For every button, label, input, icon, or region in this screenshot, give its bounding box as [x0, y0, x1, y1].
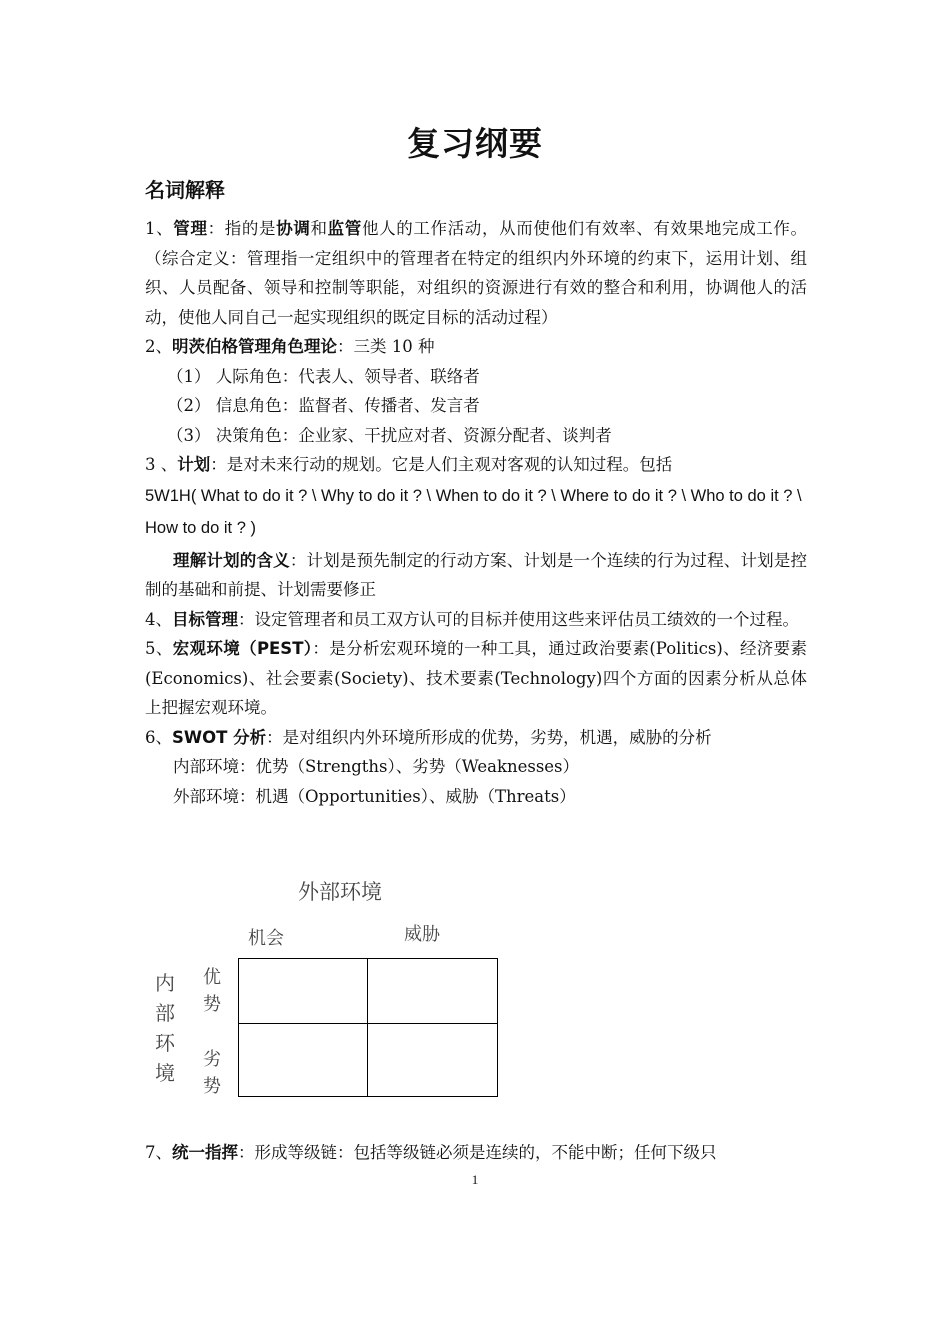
grid-divider — [239, 1023, 497, 1024]
opportunity-label: 机会 — [248, 928, 284, 949]
term: 宏观环境（PEST） — [172, 639, 313, 658]
sub-item: （1） 人际角色：代表人、领导者、联络者 — [167, 366, 480, 386]
planning-meaning: 理解计划的含义：计划是预先制定的行动方案、计划是一个连续的行为过程、计划是控制的基础和前提、计划需要修正 — [145, 550, 808, 599]
item-mbo: 4、目标管理：设定管理者和员工双方认可的目标并使用这些来评估员工绩效的一个过程。 — [145, 609, 799, 629]
swot-matrix-figure — [145, 872, 525, 1102]
term: SWOT 分析 — [172, 727, 267, 747]
strength-label: 优势 — [203, 967, 221, 1015]
item-swot: 6、SWOT 分析：是对组织内外环境所形成的优势，劣势，机遇，威胁的分析 — [145, 727, 712, 747]
definitions-list — [145, 214, 807, 811]
item-management: 1、管理：指的是协调和监管他人的工作活动，从而使他们有效率、有效果地完成工作。（综合定义：管理指一定组织中的管理者在特定的组织内外环境的约束下，运用计划、组织、人员配备、领导和控制等职能，对组织的资源进行有效的整合和利用，协调他人的活动，使他人同自己一起实现组织的既定目标的活动过程） — [145, 219, 808, 327]
sub-item: （3） 决策角色：企业家、干扰应对者、资源分配者、谈判者 — [167, 425, 612, 445]
swot-internal: 内部环境：优势（Strengths）、劣势（Weaknesses） — [173, 757, 580, 776]
term: 管理 — [173, 219, 208, 238]
item-mintzberg: 2、明茨伯格管理角色理论：三类 10 种 — [145, 337, 435, 356]
item-planning: 3 、计划：是对未来行动的规划。它是人们主观对客观的认知过程。包括 — [145, 455, 673, 474]
term: 计划 — [177, 455, 211, 474]
threat-label: 威胁 — [404, 924, 440, 945]
page-title: 复习纲要 — [407, 124, 543, 163]
external-env-label: 外部环境 — [298, 880, 382, 904]
section-heading: 名词解释 — [145, 178, 225, 202]
term: 目标管理 — [172, 609, 238, 629]
swot-external: 外部环境：机遇（Opportunities）、威胁（Threats） — [173, 786, 576, 806]
item-pest: 5、宏观环境（PEST）：是分析宏观环境的一种工具，通过政治要素(Politics)、经济要素(Economics)、社会要素(Society)、技术要素(Technology)四个方面的因素分析从总体上把握宏观环境。 — [145, 639, 808, 717]
item-unity-of-command: 7、统一指挥：形成等级链：包括等级链必须是连续的，不能中断；任何下级只 — [145, 1143, 717, 1162]
sub-item: （2） 信息角色：监督者、传播者、发言者 — [167, 396, 480, 415]
term: 统一指挥 — [172, 1143, 238, 1162]
term: 明茨伯格管理角色理论 — [172, 337, 337, 356]
planning-5w1h: 5W1H( What to do it ? \ Why to do it ? \ When to do it ? \ Where to do it ? \ Who to do it ? \ How to do it ? ) — [145, 486, 802, 537]
swot-grid — [238, 958, 498, 1097]
weakness-label: 劣势 — [203, 1049, 221, 1097]
page-number: 1 — [471, 1172, 479, 1187]
internal-env-label: 内部环境 — [155, 971, 175, 1085]
grid-divider — [367, 959, 368, 1096]
